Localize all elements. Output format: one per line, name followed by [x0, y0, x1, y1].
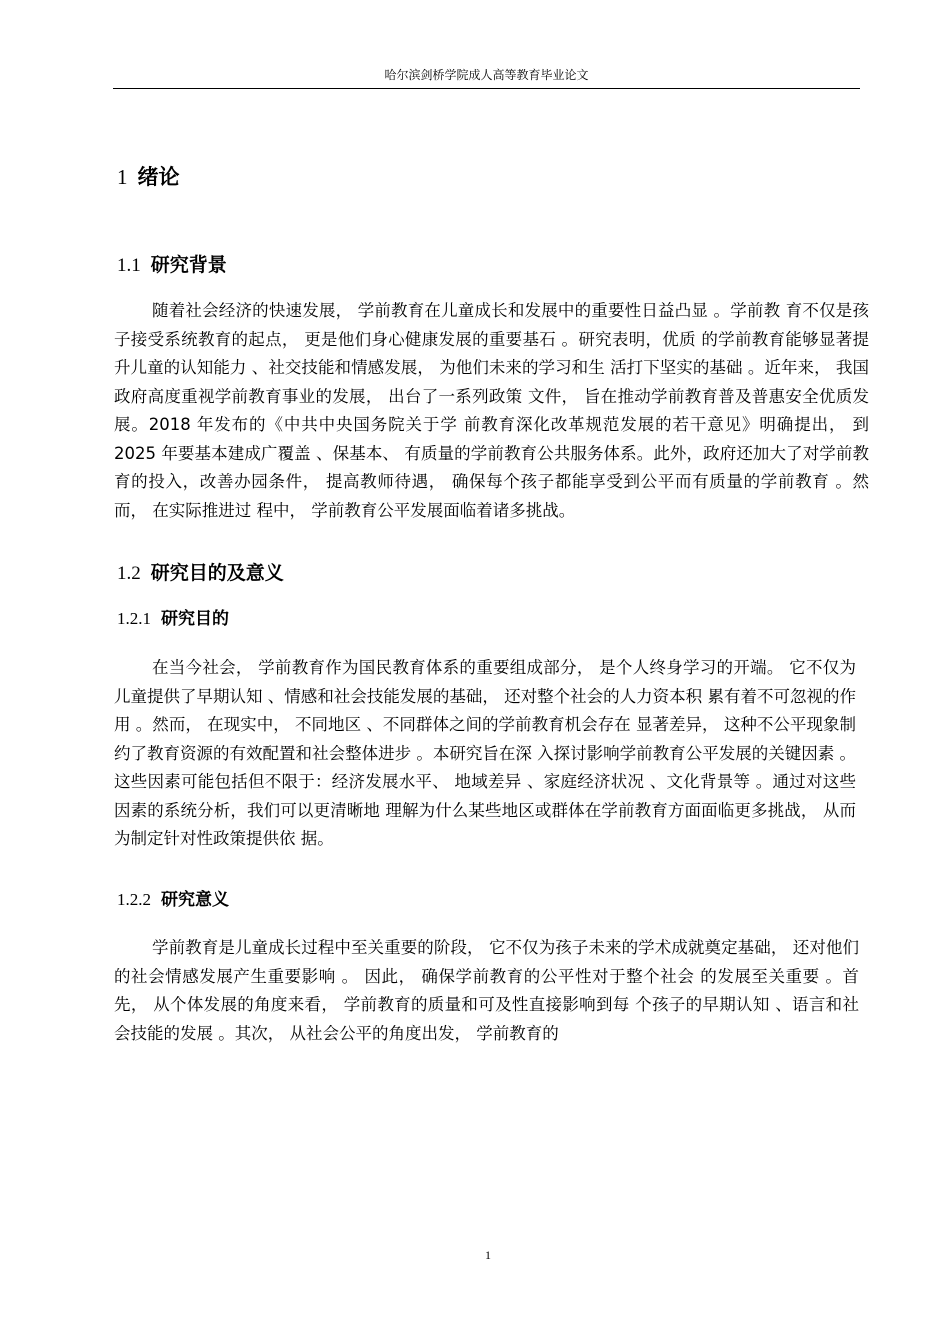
section-number: 1.1 [117, 255, 141, 276]
page-number: 1 [485, 1248, 491, 1262]
subsection-number: 1.2.2 [117, 890, 151, 909]
significance-paragraph: 学前教育是儿童成长过程中至关重要的阶段， 它不仅为孩子未来的学术成就奠定基础， 还对他们的社会情感发展产生重要影响 。 因此， 确保学前教育的公平性对于整个社会 的发展至关重要 。首先， 从个体发展的角度来看， 学前教育的质量和可及性直接影响到每 个孩子的早期认知 、语言和社会技能的发展 。其次， 从社会公平的角度出发， 学前教育的 [114, 938, 859, 1043]
section-title: 研究目的及意义 [150, 562, 284, 584]
section-number: 1.2 [117, 563, 141, 584]
chapter-title: 绪论 [137, 165, 180, 189]
subsection-title: 研究意义 [161, 890, 229, 910]
chapter-heading [117, 162, 180, 192]
chapter-number: 1 [117, 165, 128, 189]
subsection-number: 1.2.1 [117, 609, 151, 628]
background-paragraph: 随着社会经济的快速发展， 学前教育在儿童成长和发展中的重要性日益凸显 。学前教 育不仅是孩子接受系统教育的起点， 更是他们身心健康发展的重要基石 。研究表明，优质 的学前教育能够显著提升儿童的认知能力 、社交技能和情感发展， 为他们未来的学习和生 活打下坚实的基础 。近年来， 我国政府高度重视学前教育事业的发展， 出台了一系列政策 文件， 旨在推动学前教育普及普惠安全优质发展。2018 年发布的《中共中央国务院关于学 前教育深化改革规范发展的若干意见》明确提出， 到 2025 年要基本建成广覆盖 、保基本、 有质量的学前教育公共服务体系。此外，政府还加大了对学前教育的投入，改善办园条件， 提高教师待遇， 确保每个孩子都能享受到公平而有质量的学前教育 。然而， 在实际推进过 程中， 学前教育公平发展面临着诸多挑战。 [114, 301, 869, 520]
subsection-heading-1-2-1 [117, 606, 229, 632]
page-header: 哈尔滨剑桥学院成人高等教育毕业论文 [113, 66, 860, 89]
subsection-title: 研究目的 [161, 609, 229, 629]
purpose-paragraph: 在当今社会， 学前教育作为国民教育体系的重要组成部分， 是个人终身学习的开端。 它不仅为儿童提供了早期认知 、情感和社会技能发展的基础， 还对整个社会的人力资本积 累有着不可忽视的作用 。然而， 在现实中， 不同地区 、不同群体之间的学前教育机会存在 显著差异， 这种不公平现象制约了教育资源的有效配置和社会整体进步 。本研究旨在深 入探讨影响学前教育公平发展的关键因素 。这些因素可能包括但不限于：经济发展水平、 地域差异 、家庭经济状况 、文化背景等 。通过对这些因素的系统分析，我们可以更清晰地 理解为什么某些地区或群体在学前教育方面面临更多挑战， 从而为制定针对性政策提供依 据。 [114, 658, 856, 848]
subsection-heading-1-2-2 [117, 887, 229, 913]
section-heading-1-2 [117, 559, 284, 588]
section-title: 研究背景 [150, 254, 227, 276]
section-heading-1-1 [117, 251, 227, 280]
